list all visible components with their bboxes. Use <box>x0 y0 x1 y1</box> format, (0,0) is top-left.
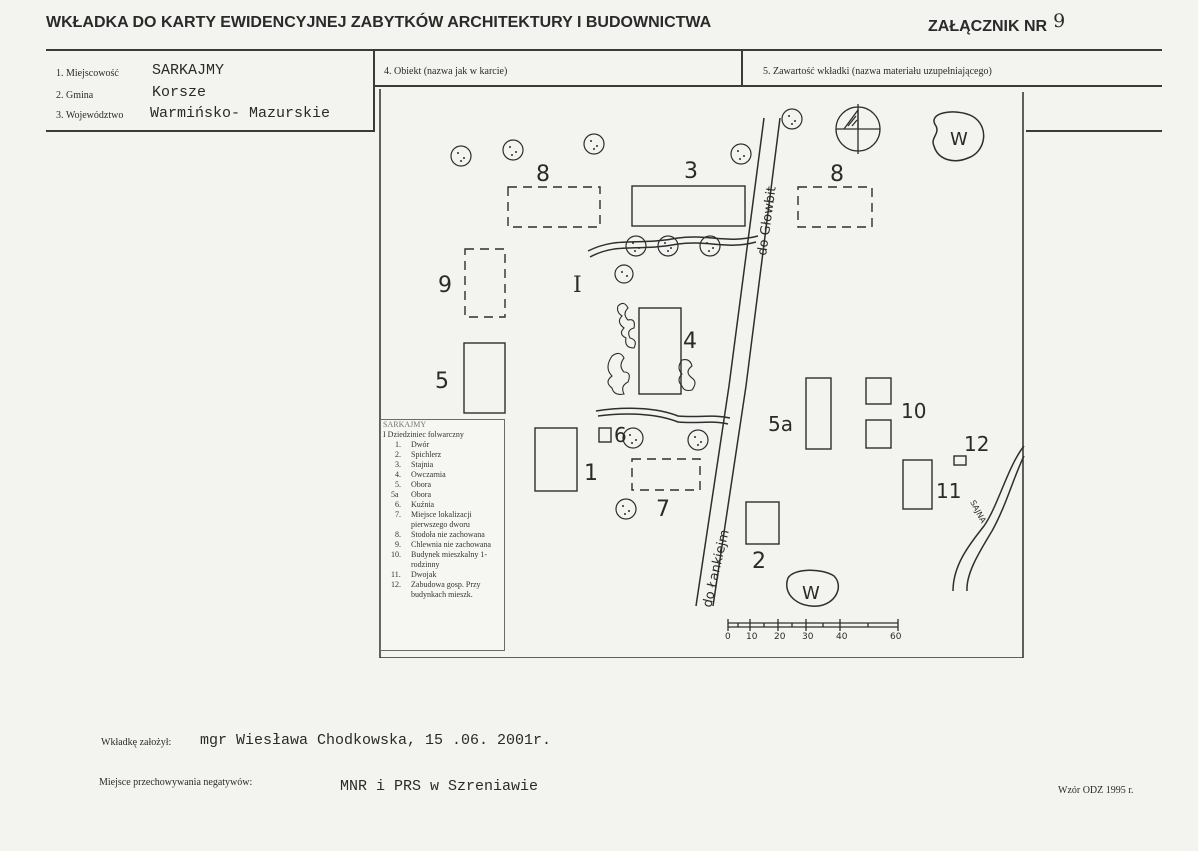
building-5a <box>806 378 831 449</box>
building-4 <box>639 308 681 394</box>
scale-tick-10: 10 <box>746 632 758 642</box>
pond-label-w1: W <box>950 129 968 150</box>
form-title: WKŁADKA DO KARTY EWIDENCYJNEJ ZABYTKÓW ARCHITEKTURY I BUDOWNICTWA <box>46 14 712 31</box>
storage-label: Miejsce przechowywania negatywów: <box>99 777 253 788</box>
label-6: 6 <box>614 423 627 447</box>
building-1 <box>535 428 577 491</box>
storage-value: MNR i PRS w Szreniawie <box>340 778 539 795</box>
zawartosc-label: 5. Zawartość wkładki (nazwa materiału uzupełniającego) <box>763 66 992 77</box>
building-7 <box>632 459 700 490</box>
building-9 <box>465 249 505 317</box>
label-7: 7 <box>656 497 670 522</box>
building-5 <box>464 343 505 413</box>
legend-item: 2. Spichlerz <box>395 450 442 459</box>
label-3: 3 <box>684 159 698 184</box>
road-label-south: do Łankiejm <box>700 528 733 609</box>
label-dziedziniec: I <box>573 273 582 298</box>
fields-bottom-rule <box>46 130 374 132</box>
scale-tick-40: 40 <box>836 632 848 642</box>
wojewodztwo-label: 3. Województwo <box>56 110 124 121</box>
building-6 <box>599 428 611 442</box>
legend-subtitle: I Dziedziniec folwarczny <box>383 430 464 439</box>
fields-right-rule <box>1026 130 1162 132</box>
building-10b <box>866 420 891 448</box>
river-label: SAJNA <box>968 498 988 525</box>
legend-item: 12. Zabudowa gosp. Przy budynkach mieszk. <box>391 580 481 599</box>
legend-item: 6. Kuźnia <box>395 500 435 509</box>
scale-tick-0: 0 <box>725 632 731 642</box>
gmina-label: 2. Gmina <box>56 90 94 101</box>
label-11: 11 <box>936 479 962 503</box>
miejscowosc-label: 1. Miejscowość <box>56 68 119 79</box>
annex-label <box>928 10 1066 36</box>
legend-item: 7. Miejsce lokalizacji pierwszego dworu <box>395 510 472 529</box>
label-9: 9 <box>438 273 452 298</box>
building-11 <box>903 460 932 509</box>
map-legend <box>380 419 505 651</box>
annex-label-text: ZAŁĄCZNIK NR <box>928 18 1048 35</box>
legend-item: 10. Budynek mieszkalny 1-rodzinny <box>391 550 487 569</box>
gmina-value: Korsze <box>152 84 207 101</box>
founder-value: mgr Wiesława Chodkowska, 15 .06. 2001r. <box>200 732 552 749</box>
label-1: 1 <box>584 461 598 486</box>
obiekt-label: 4. Obiekt (nazwa jak w karcie) <box>384 66 508 77</box>
scale-tick-20: 20 <box>774 632 786 642</box>
road-label-north: do Głowbit <box>755 185 780 257</box>
miejscowosc-value: SARKAJMY <box>152 62 225 79</box>
legend-item: 5. Obora <box>395 480 431 489</box>
building-3 <box>632 186 745 226</box>
legend-item: 9. Chlewnia nie zachowana <box>395 540 491 549</box>
building-8-west <box>508 187 600 227</box>
annex-number: 9 <box>1053 10 1066 32</box>
pond-label-w2: W <box>802 583 820 604</box>
legend-item: 5a Obora <box>391 490 431 499</box>
founder-label: Wkładkę założył: <box>101 737 172 748</box>
legend-item: 8. Stodoła nie zachowana <box>395 530 485 539</box>
label-2: 2 <box>752 549 766 574</box>
label-12: 12 <box>964 432 990 456</box>
legend-title: SARKAJMY <box>383 420 427 429</box>
scale-tick-30: 30 <box>802 632 814 642</box>
label-5: 5 <box>435 369 449 394</box>
building-8-east <box>798 187 872 227</box>
building-12 <box>954 456 966 465</box>
legend-item: 3. Stajnia <box>395 460 434 469</box>
wojewodztwo-value: Warmińsko- Mazurskie <box>150 105 331 122</box>
building-10a <box>866 378 891 404</box>
header-rule <box>46 49 1162 51</box>
label-8-west: 8 <box>536 162 550 187</box>
label-8-east: 8 <box>830 162 844 187</box>
label-4: 4 <box>683 329 697 354</box>
label-5a: 5a <box>768 412 793 436</box>
fields-divider-left <box>373 50 375 132</box>
building-2 <box>746 502 779 544</box>
fields-divider-mid <box>741 50 743 86</box>
label-10: 10 <box>901 399 927 423</box>
scale-tick-60: 60 <box>890 632 902 642</box>
legend-item: 4. Owczarnia <box>395 470 446 479</box>
model-label: Wzór ODZ 1995 r. <box>1058 785 1134 796</box>
legend-item: 1. Dwór <box>395 440 430 449</box>
legend-item: 11. Dwojak <box>391 570 437 579</box>
